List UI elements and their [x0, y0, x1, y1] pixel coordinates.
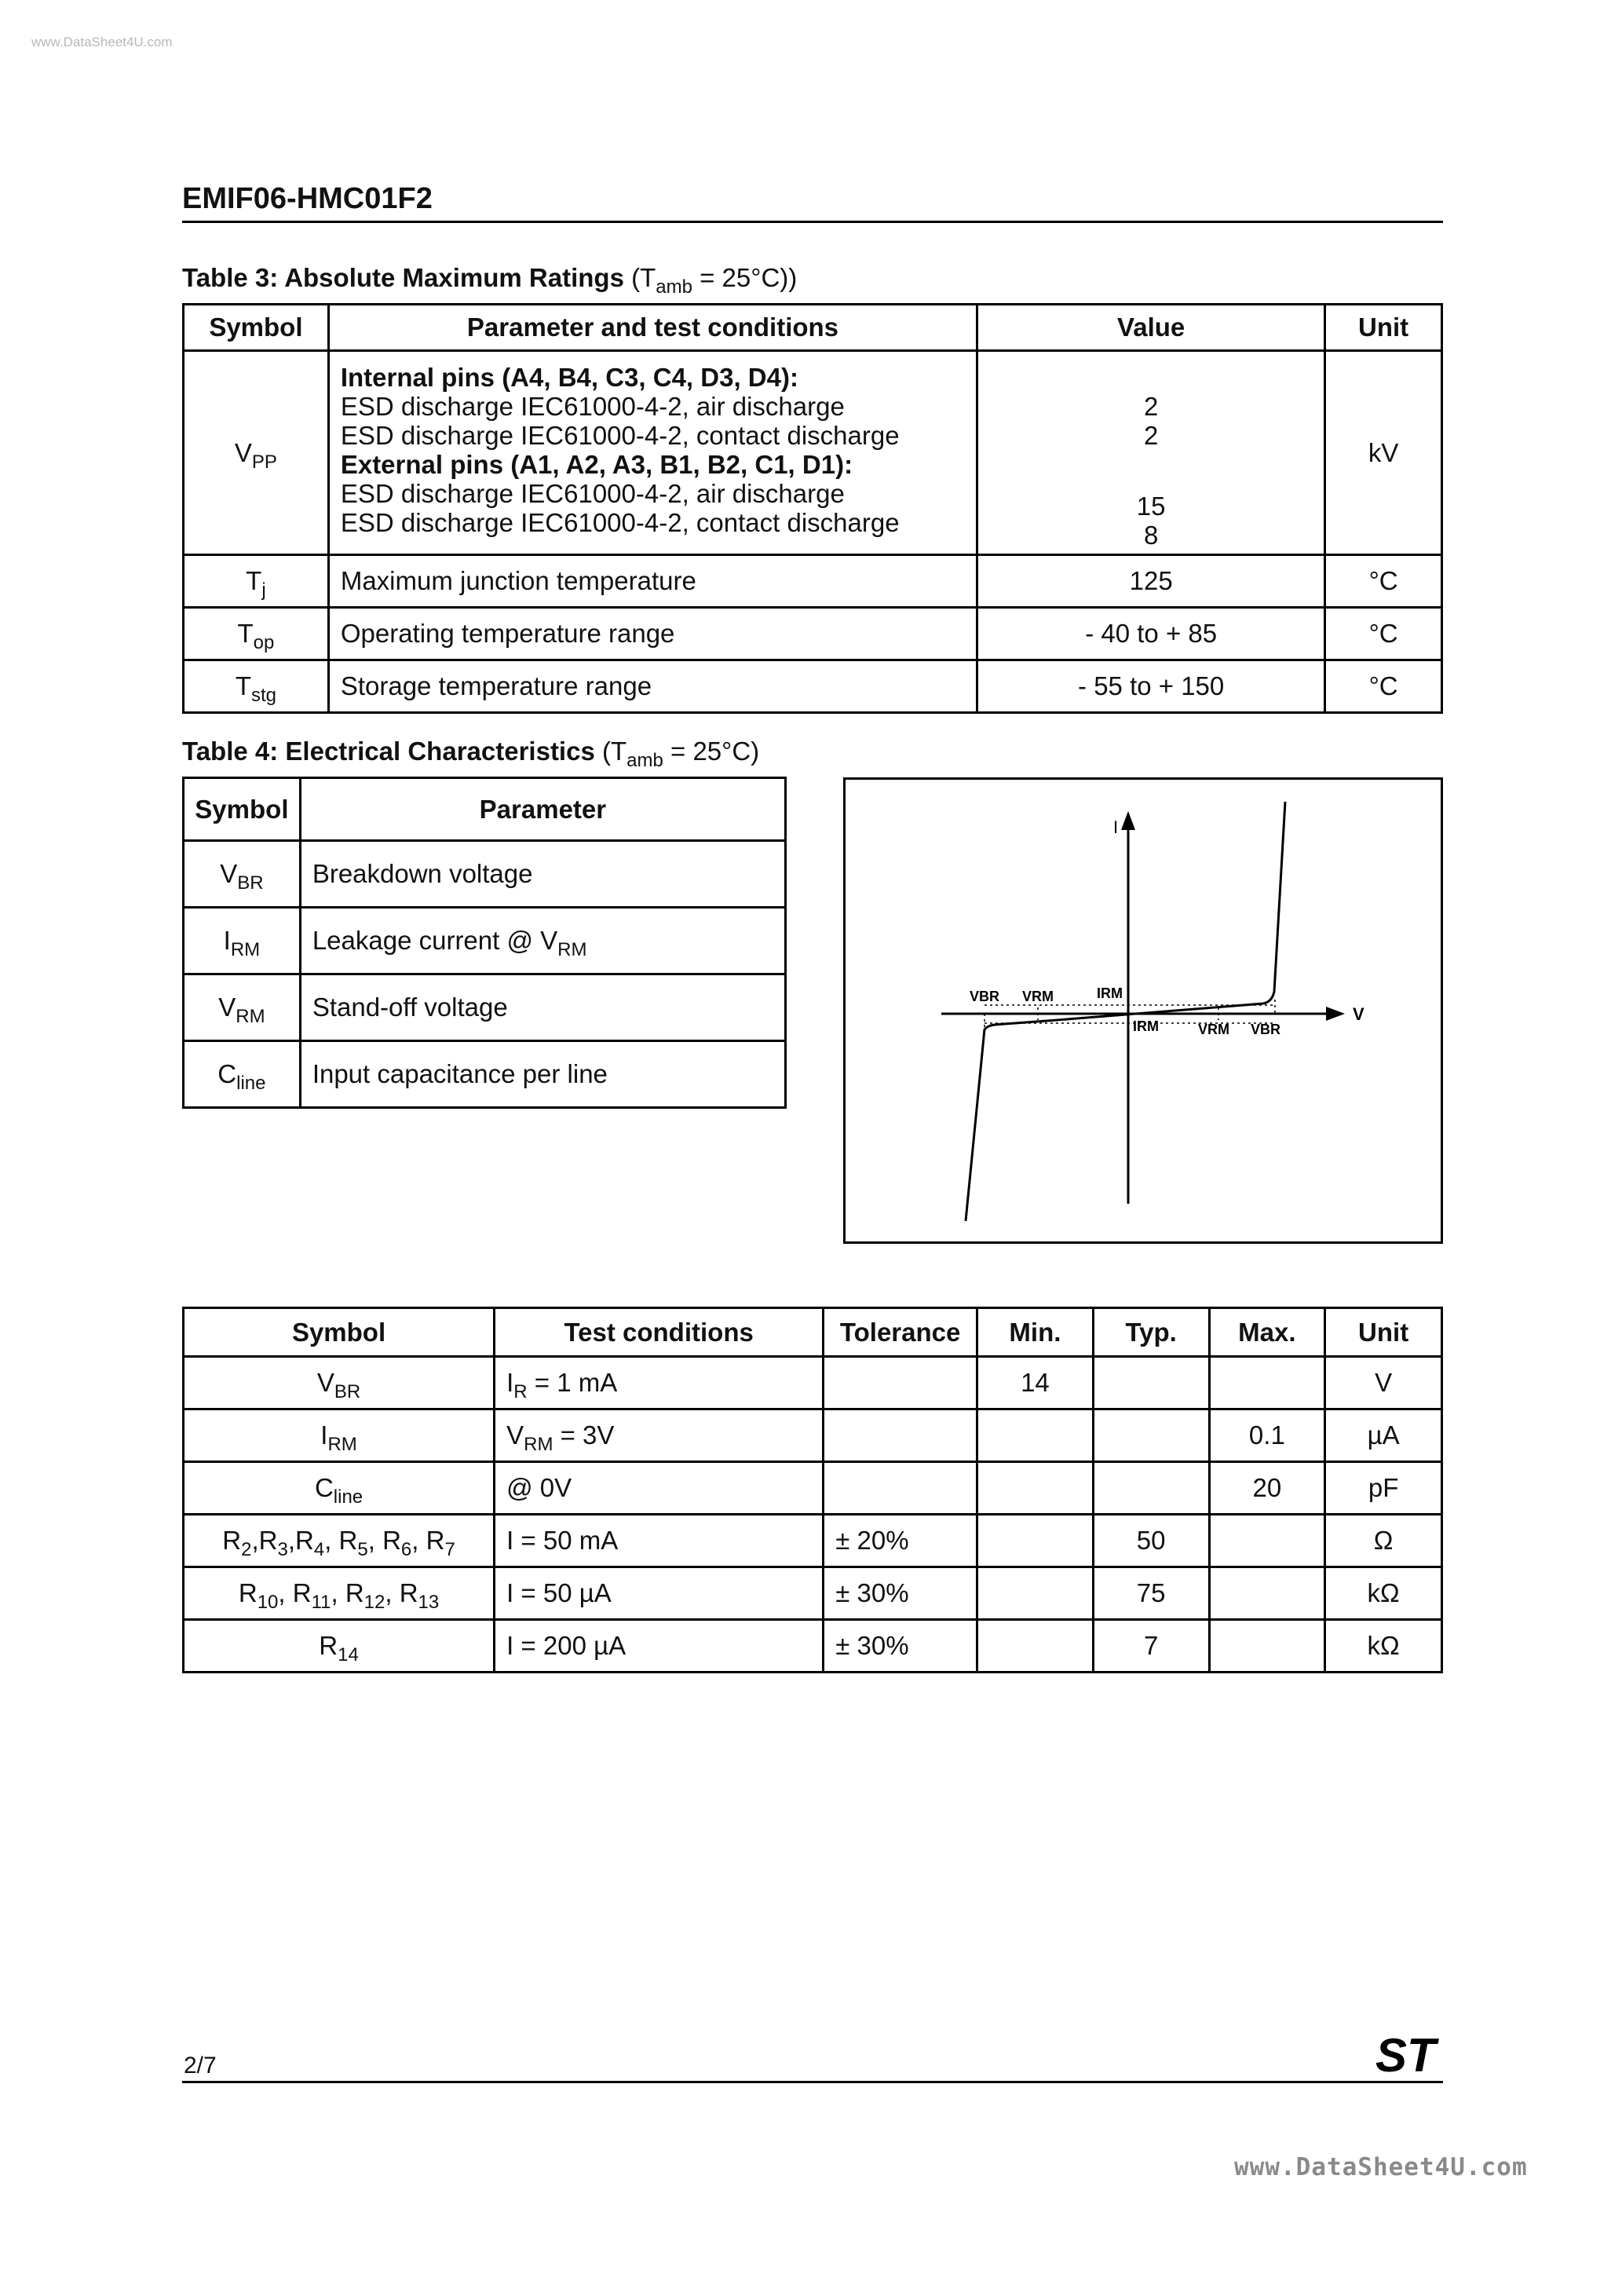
tolerance-cell: ± 20%: [824, 1515, 977, 1567]
tolerance-cell: ± 30%: [824, 1620, 977, 1673]
typ-cell: [1093, 1409, 1209, 1462]
unit-cell: V: [1325, 1357, 1442, 1409]
vpp-parameters: Internal pins (A4, B4, C3, C4, D3, D4): ESD discharge IEC61000-4-2, air discharge ESD discharge IEC61000-4-2, contact discharge External pins (A1, A2, A3, B1, B2, C1, D1): ESD discharge IEC61000-4-2, air discharge ESD discharge IEC61000-4-2, contact discharge: [328, 351, 977, 555]
table-row: [184, 1567, 1442, 1620]
tolerance-cell: [824, 1409, 977, 1462]
table-row: $T_j$ Maximum junction temperature 125 °C: [184, 555, 1442, 608]
header-symbol: Symbol: [184, 305, 329, 351]
min-cell: [977, 1409, 1094, 1462]
header-symbol: Symbol: [184, 1308, 495, 1357]
footer-rule: [182, 2081, 1443, 2083]
header-typ: Typ.: [1093, 1308, 1209, 1357]
left-vrm-label: VRM: [1022, 989, 1054, 1004]
watermark-bottom: www.DataSheet4U.com: [1234, 2153, 1528, 2181]
unit-cell: Ω: [1325, 1515, 1442, 1567]
table-row: [184, 1409, 1442, 1462]
header-unit: Unit: [1325, 1308, 1442, 1357]
right-vrm-label: VRM: [1198, 1022, 1229, 1037]
unit-cell: kΩ: [1325, 1620, 1442, 1673]
table-row: $V_{RM}$ Stand-off voltage: [184, 974, 786, 1041]
test-condition-cell: $V_{RM} = 3V$: [495, 1409, 824, 1462]
header-symbol: Symbol: [184, 778, 301, 841]
typ-cell: 7: [1093, 1620, 1209, 1673]
table4-caption: Table 4: Electrical Characteristics $(T_{amb} = 25^\circ C)$: [182, 737, 760, 771]
v-axis-arrow-icon: [1326, 1007, 1345, 1021]
test-condition-cell: @ 0V: [495, 1462, 824, 1515]
symbol-cell: $I_{RM}$: [184, 1409, 495, 1462]
table-row: [184, 1620, 1442, 1673]
test-condition-cell: I = 50 mA: [495, 1515, 824, 1567]
table-absolute-max-ratings: [182, 303, 1443, 714]
header-unit: Unit: [1325, 305, 1442, 351]
header-parameter: Parameter and test conditions: [328, 305, 977, 351]
top-irm-label: IRM: [1097, 985, 1123, 1001]
title-rule: [182, 221, 1443, 223]
max-cell: [1209, 1515, 1325, 1567]
table-row: $T_{stg}$ Storage temperature range - 55 to + 150 °C: [184, 660, 1442, 713]
watermark-top: www.DataSheet4U.com: [31, 35, 173, 49]
vpp-symbol: $V_{PP}$: [184, 351, 329, 555]
table-electrical-characteristics: [182, 777, 787, 1109]
st-logo: [1375, 2032, 1446, 2082]
bottom-irm-label: IRM: [1133, 1018, 1159, 1034]
max-cell: 20: [1209, 1462, 1325, 1515]
min-cell: 14: [977, 1357, 1094, 1409]
typ-cell: [1093, 1462, 1209, 1515]
unit-cell: kΩ: [1325, 1567, 1442, 1620]
table-row: [184, 1462, 1442, 1515]
symbol-cell: $C_{line}$: [184, 1462, 495, 1515]
symbol-cell: $R_2,R_3,R_4$, $R_5$, $R_6$, $R_7$: [184, 1515, 495, 1567]
table-row: [184, 1515, 1442, 1567]
header-max: Max.: [1209, 1308, 1325, 1357]
vpp-values: 2 2 15 8: [977, 351, 1325, 555]
table-electrical-values: [182, 1307, 1443, 1673]
tolerance-cell: [824, 1357, 977, 1409]
max-cell: 0.1: [1209, 1409, 1325, 1462]
symbol-cell: $R_{14}$: [184, 1620, 495, 1673]
max-cell: [1209, 1620, 1325, 1673]
right-vbr-label: VBR: [1251, 1022, 1281, 1037]
table-row: $C_{line}$ Input capacitance per line: [184, 1041, 786, 1108]
table3-caption: Table 3: Absolute Maximum Ratings $(T_{amb} = 25^\circ C)$): [182, 263, 798, 298]
header-parameter: Parameter: [300, 778, 785, 841]
table-row: [184, 1357, 1442, 1409]
vpp-unit: kV: [1325, 351, 1442, 555]
i-axis-arrow-icon: [1121, 811, 1135, 830]
test-condition-cell: I = 200 µA: [495, 1620, 824, 1673]
min-cell: [977, 1567, 1094, 1620]
min-cell: [977, 1620, 1094, 1673]
test-condition-cell: I = 50 µA: [495, 1567, 824, 1620]
symbol-cell: $R_{10}$, $R_{11}$, $R_{12}$, $R_{13}$: [184, 1567, 495, 1620]
iv-curve: [966, 802, 1285, 1221]
max-cell: [1209, 1567, 1325, 1620]
document-title: EMIF06-HMC01F2: [182, 182, 433, 215]
typ-cell: [1093, 1357, 1209, 1409]
page-number: 2/7: [184, 2053, 217, 2078]
axis-v-label: V: [1353, 1004, 1364, 1024]
table-row: $T_{op}$ Operating temperature range - 40 to + 85 °C: [184, 608, 1442, 660]
unit-cell: µA: [1325, 1409, 1442, 1462]
unit-cell: pF: [1325, 1462, 1442, 1515]
tolerance-cell: [824, 1462, 977, 1515]
left-vbr-label: VBR: [970, 989, 1000, 1004]
iv-characteristic-diagram: [843, 777, 1443, 1244]
table-row: [184, 351, 1442, 555]
header-value: Value: [977, 305, 1325, 351]
tolerance-cell: ± 30%: [824, 1567, 977, 1620]
header-min: Min.: [977, 1308, 1094, 1357]
max-cell: [1209, 1357, 1325, 1409]
typ-cell: 75: [1093, 1567, 1209, 1620]
min-cell: [977, 1462, 1094, 1515]
symbol-cell: $V_{BR}$: [184, 1357, 495, 1409]
test-condition-cell: $I_R = 1$ mA: [495, 1357, 824, 1409]
axis-i-label: I: [1113, 817, 1119, 837]
header-test-conditions: Test conditions: [495, 1308, 824, 1357]
svg-text:ST: ST: [1375, 2032, 1436, 2078]
table-row: $V_{BR}$ Breakdown voltage: [184, 841, 786, 908]
table-row: $I_{RM}$ Leakage current @ $V_{RM}$: [184, 908, 786, 974]
typ-cell: 50: [1093, 1515, 1209, 1567]
header-tolerance: Tolerance: [824, 1308, 977, 1357]
min-cell: [977, 1515, 1094, 1567]
